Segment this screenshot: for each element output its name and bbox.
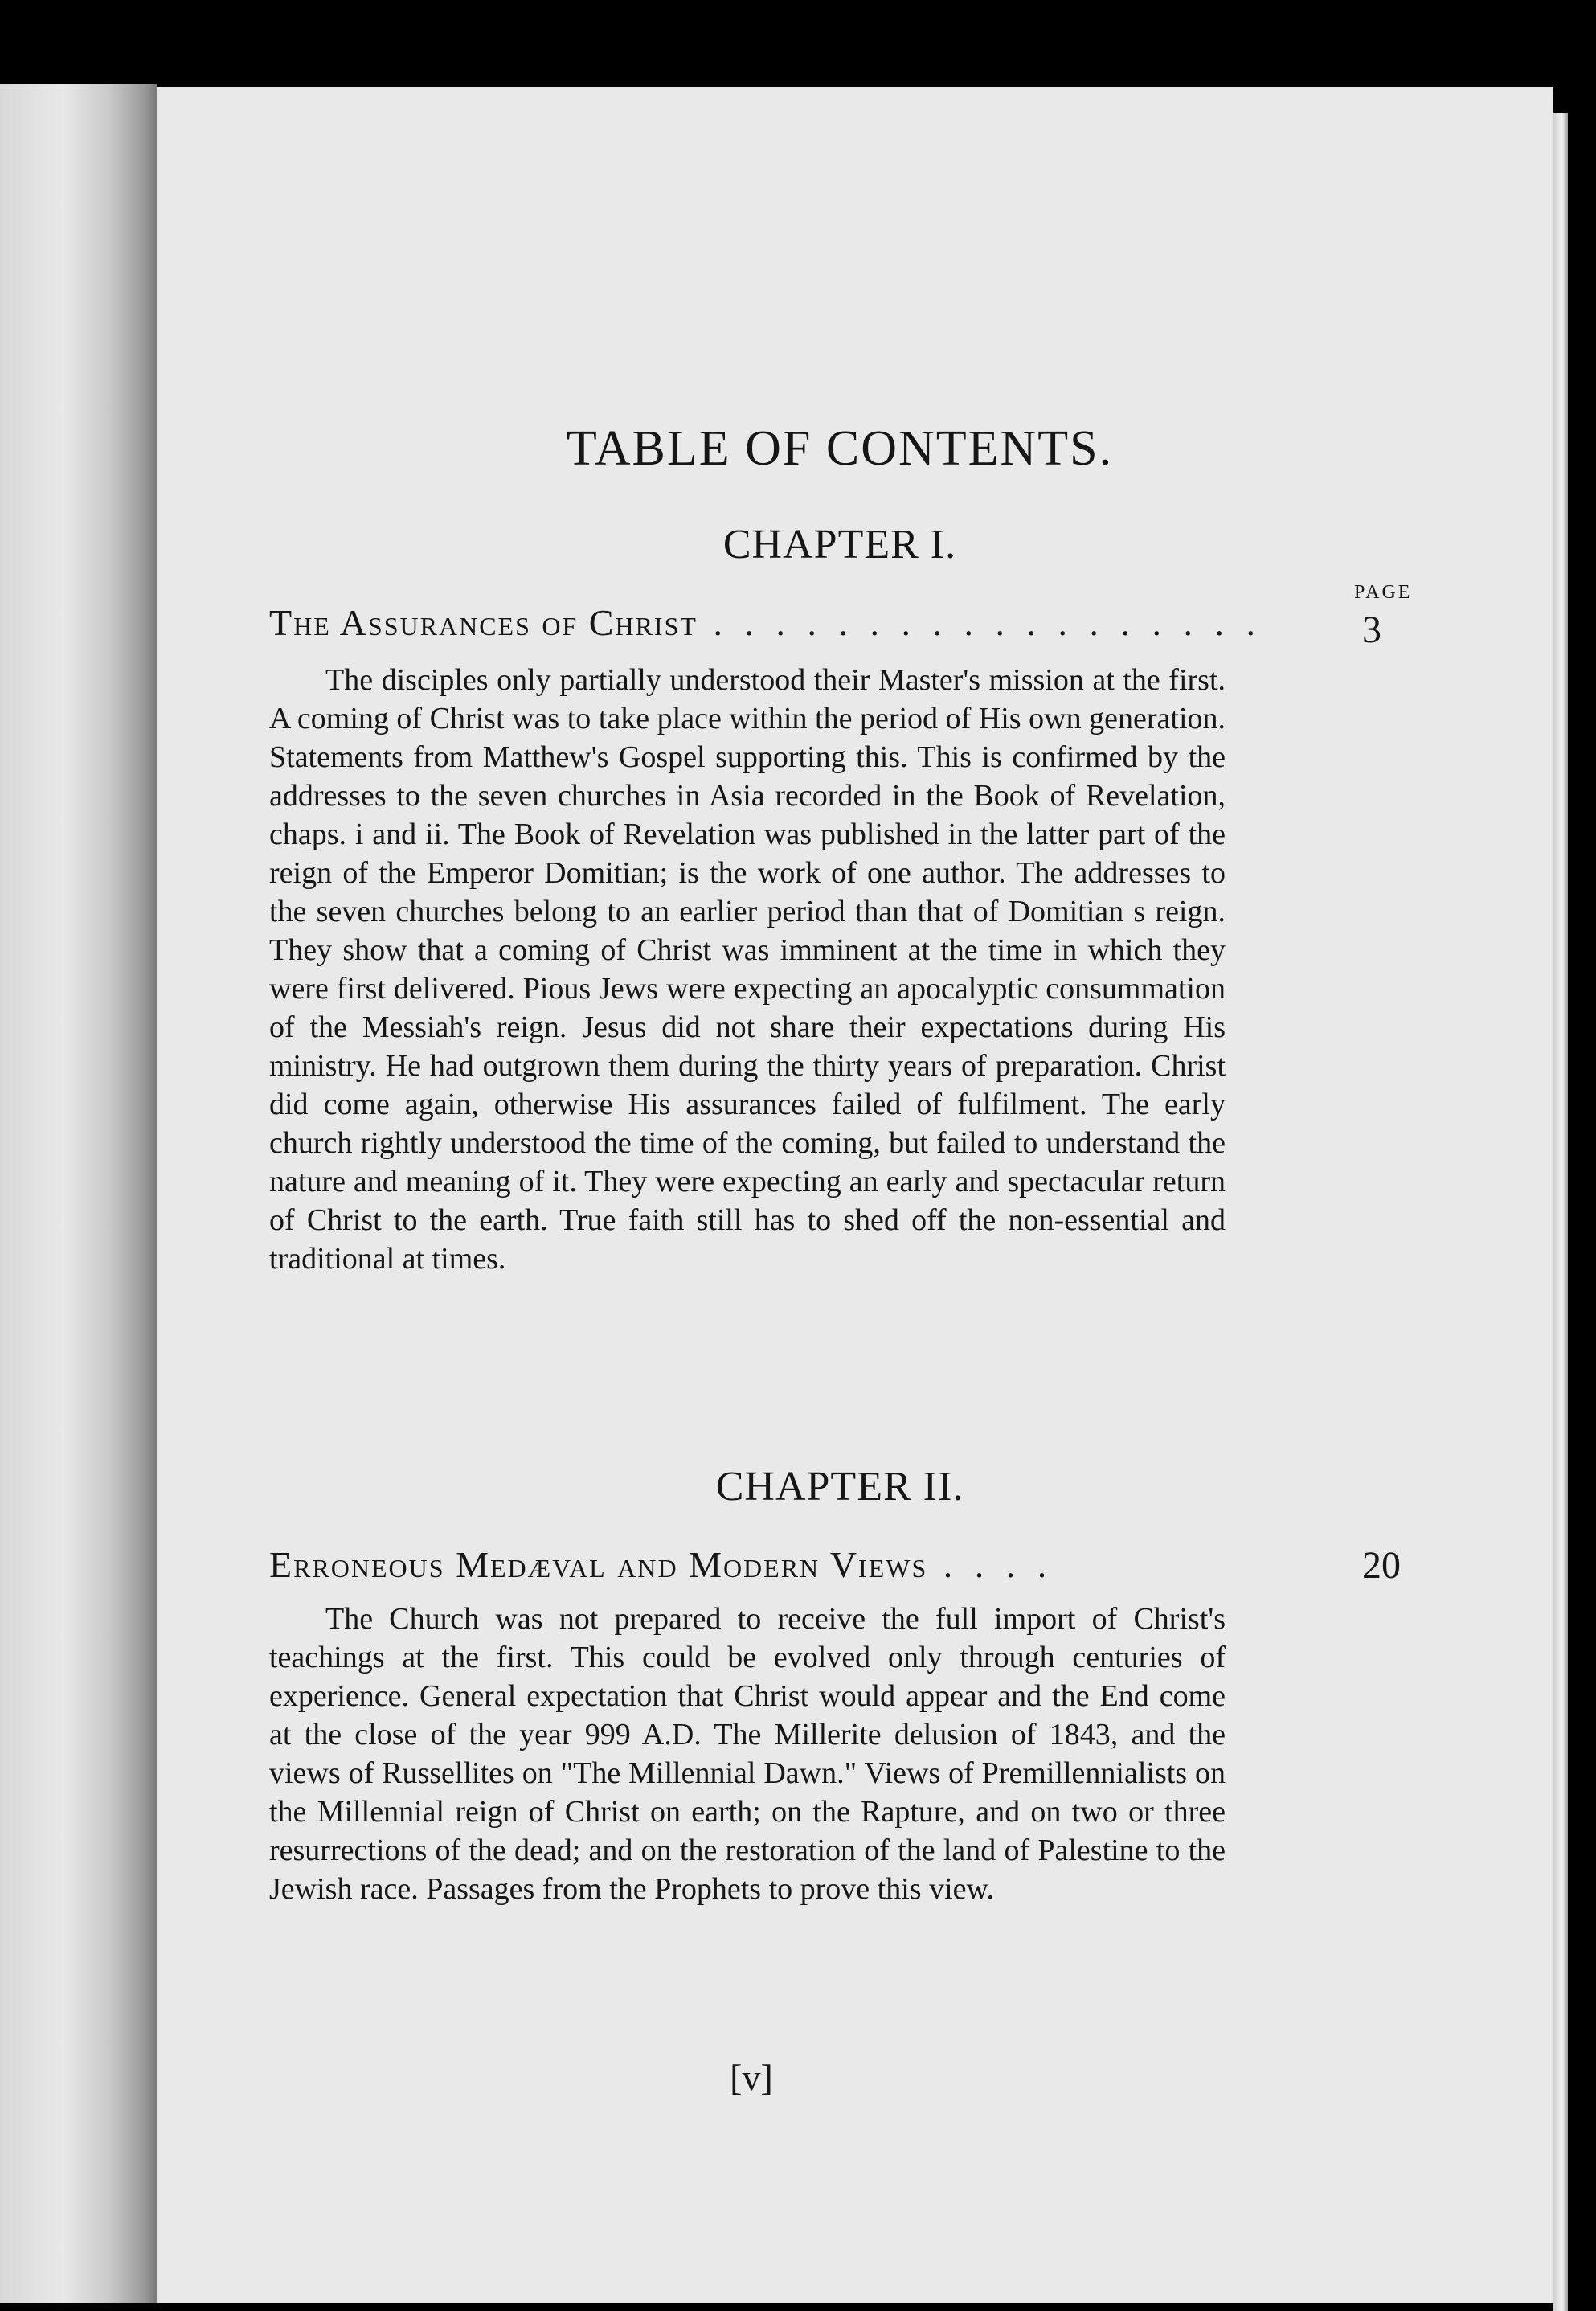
chapter-summary-1: The disciples only partially understood their Master's mission at the first. A coming of Christ was to take place within the period of His own generation. Statements from Matthew's Gospel supporting this. This is confirmed by the addresses to the seven churches in Asia recorded in the Book of Revelation, chaps. i and ii. The Book of Revelation was published in the latter part of the reign of the Emperor Domitian; is the work of one author. The addresses to the seven churches belong to an earlier period than that of Domitian s reign. They show that a coming of Christ was imminent at the time in which they were first delivered. Pious Jews were expecting an apocalyptic consummation of the Messiah's reign. Jesus did not share their expectations during His ministry. He had outgrown them during the thirty years of preparation. Christ did come again, otherwise His assurances failed of fulfilment. The early church rightly understood the time of the coming, but failed to understand the nature and meaning of it. They were expecting an early and spectacular return of Christ to the earth. True faith still has to shed off the non-essential and traditional at times. [269,663,1226,1276]
chapter-summary-2: The Church was not prepared to receive the full import of Christ's teachings at the first. This could be evolved only through centuries of experience. General expectation that Christ would appear and the End come at the close of the year 999 A.D. The Millerite delusion of 1843, and the views of Russellites on "The Millennial Dawn." Views of Premillennialists on the Millennial reign of Christ on earth; on the Rapture, and on two or three resurrections of the dead; and on the restoration of the land of Palestine to the Jewish race. Passages from the Prophets to prove this view. [269,1602,1226,1906]
dot-leader: . . . . [927,1544,1054,1585]
chapter-title-2 [269,1543,1310,1586]
left-page-edge [0,84,157,2303]
chapter-heading-2: CHAPTER II. [715,1464,964,1510]
chapter-title-1 [269,601,1310,644]
page-folio: [v] [730,2057,773,2098]
chapter-title-text: Erroneous Medæval and Modern Views [269,1544,928,1585]
dot-leader: . . . . . . . . . . . . . . . . . . [697,602,1262,643]
book-page [157,87,1553,2303]
chapter-page-number-1: 3 [1362,608,1381,651]
chapter-heading-1: CHAPTER I. [722,522,957,568]
page-title: TABLE OF CONTENTS. [566,421,1114,476]
chapter-page-number-2: 20 [1362,1544,1401,1587]
chapter-title-text: The Assurances of Christ [269,602,698,643]
right-page-edge [1553,113,1568,2311]
page-column-label: PAGE [1354,582,1413,603]
